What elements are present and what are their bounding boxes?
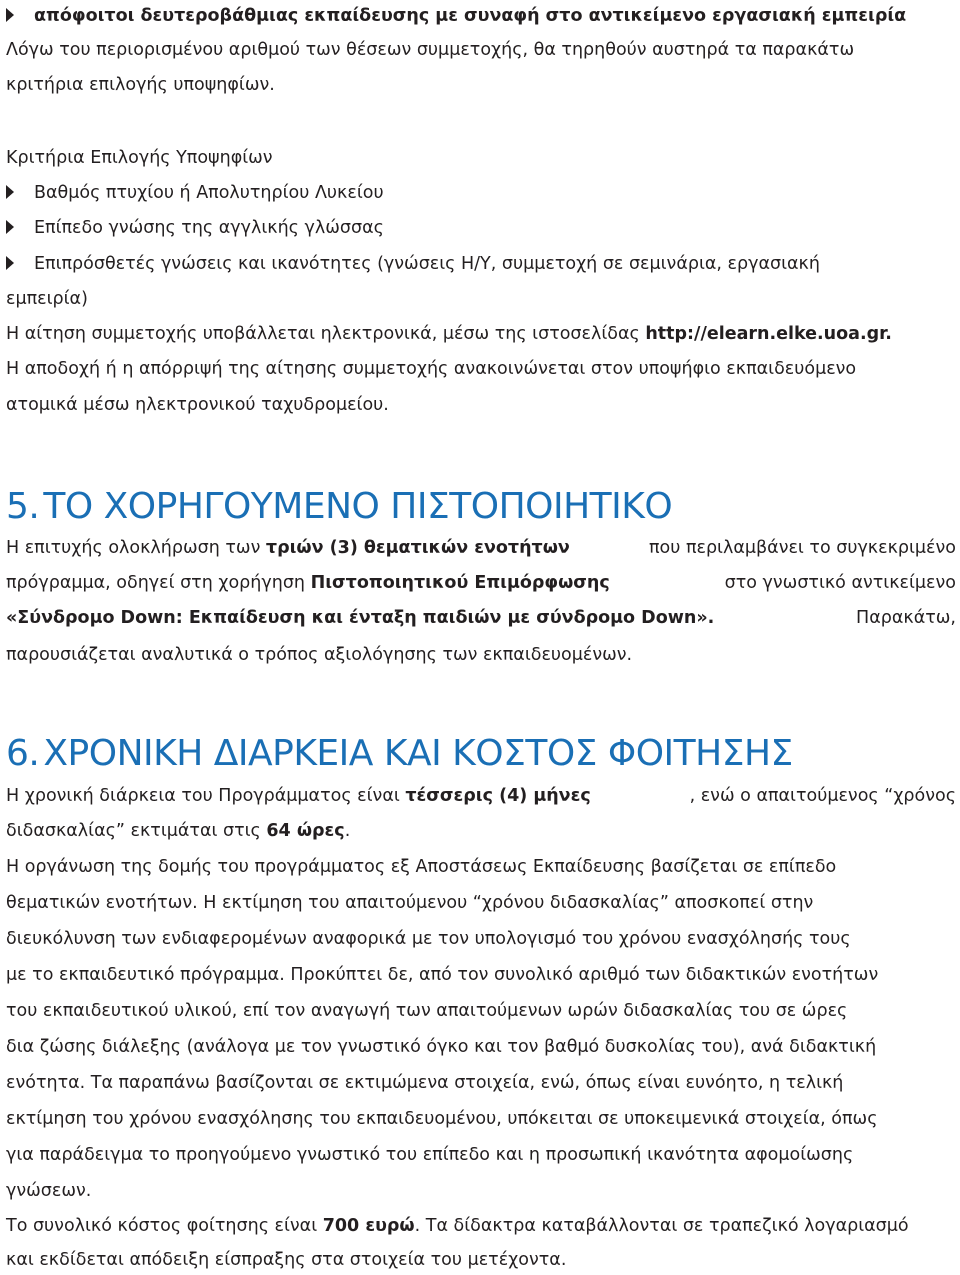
paragraph-text: και εκδίδεται απόδειξη είσπραξης στα στοιχεία του μετέχοντα. (6, 1250, 567, 1270)
paragraph-text: γνώσεων. (6, 1181, 92, 1201)
paragraph-text: που περιλαμβάνει το συγκεκριμένο (649, 538, 956, 558)
paragraph-line (6, 354, 856, 384)
paragraph-line (6, 35, 956, 65)
paragraph-text: Παρακάτω, (856, 608, 956, 628)
application-line (6, 319, 892, 349)
paragraph-text: Η επιτυχής ολοκλήρωση των τριών (3) θεματικών ενοτήτων (6, 538, 570, 558)
paragraph-text: του εκπαιδευτικού υλικού, επί τον αναγωγή των απαιτούμενων ωρών διδασκαλίας του σε ώρες (6, 1001, 848, 1021)
paragraph-line (6, 1140, 956, 1170)
paragraph-text: διευκόλυνση των ενδιαφερομένων αναφορικά με τον υπολογισμό του χρόνου ενασχόλησής τους (6, 929, 851, 949)
paragraph-text: με το εκπαιδευτικό πρόγραμμα. Προκύπτει δε, από τον συνολικό αριθμό των διδακτικών ενοτήτων (6, 965, 879, 985)
paragraph-line (6, 1176, 91, 1206)
section-6-heading (6, 732, 793, 776)
section-5-heading (6, 485, 672, 529)
paragraph-line (6, 640, 632, 670)
paragraph-text: κριτήρια επιλογής υποψηφίων. (6, 75, 275, 95)
bullet-item-graduates (6, 1, 906, 31)
application-url-link[interactable]: http://elearn.elke.uoa.gr (645, 324, 886, 344)
paragraph-line: Το συνολικό κόστος φοίτησης είναι 700 ευρώ. Τα δίδακτρα καταβάλλονται σε τραπεζικό λογαριασμό (6, 1216, 909, 1236)
paragraph-line (6, 781, 956, 811)
criteria-item-text: Επιπρόσθετές γνώσεις και ικανότητες (γνώσεις Η/Υ, συμμετοχή σε σεμινάρια, εργασιακή (34, 254, 820, 274)
period: . (885, 324, 892, 344)
program-title: «Σύνδρομο Down: Εκπαίδευση και ένταξη παιδιών με σύνδρομο Down». (6, 608, 715, 628)
paragraph-text: Η αίτηση συμμετοχής υποβάλλεται ηλεκτρονικά, μέσω της ιστοσελίδας (6, 324, 646, 344)
paragraph-line (6, 924, 956, 954)
paragraph-text: Η οργάνωση της δομής του προγράμματος εξ Αποστάσεως Εκπαίδευσης βασίζεται σε επίπεδο (6, 857, 837, 877)
paragraph-line (6, 1104, 956, 1134)
triangle-bullet-icon (6, 8, 14, 22)
section-title: ΤΟ ΧΟΡΗΓΟΥΜΕΝΟ ΠΙΣΤΟΠΟΙΗΤΙΚΟ (43, 486, 673, 527)
paragraph-line (6, 852, 956, 882)
paragraph-line (6, 390, 389, 420)
criteria-item-continuation: εμπειρία) (6, 289, 88, 309)
paragraph-line (6, 603, 956, 633)
section-number: 6. (6, 733, 40, 774)
paragraph-text: ενότητα. Τα παραπάνω βασίζονται σε εκτιμώμενα στοιχεία, ενώ, όπως είναι ευνόητο, η τελική (6, 1073, 844, 1093)
paragraph-line (6, 888, 956, 918)
triangle-bullet-icon (6, 220, 14, 234)
criteria-title: Κριτήρια Επιλογής Υποψηφίων (6, 148, 273, 168)
paragraph-line (6, 1032, 956, 1062)
criteria-item (6, 213, 384, 243)
paragraph-text: Λόγω του περιορισμένου αριθμού των θέσεων συμμετοχής, θα τηρηθούν αυστηρά τα παρακάτω (6, 40, 855, 60)
paragraph-text: εκτίμηση του χρόνου ενασχόλησης του εκπαιδευομένου, υπόκειται σε υποκειμενικά στοιχεία, όπως (6, 1109, 878, 1129)
paragraph-line (6, 1245, 566, 1275)
paragraph-text: Η χρονική διάρκεια του Προγράμματος είναι τέσσερις (4) μήνες (6, 786, 591, 806)
paragraph-text: παρουσιάζεται αναλυτικά ο τρόπος αξιολόγησης των εκπαιδευομένων. (6, 645, 633, 665)
paragraph-line: διδασκαλίας” εκτιμάται στις 64 ώρες. (6, 821, 351, 841)
paragraph-line (6, 996, 956, 1026)
paragraph-line (6, 1068, 956, 1098)
bullet-text: απόφοιτοι δευτεροβάθμιας εκπαίδευσης με συναφή στο αντικείμενο εργασιακή εμπειρία (34, 6, 907, 26)
criteria-item (6, 249, 820, 279)
triangle-bullet-icon (6, 256, 14, 270)
paragraph-line (6, 533, 956, 563)
paragraph-text: δια ζώσης διάλεξης (ανάλογα με τον γνωστικό όγκο και τον βαθμό δυσκολίας του), ανά διδακτική (6, 1037, 877, 1057)
triangle-bullet-icon (6, 185, 14, 199)
criteria-item-text: Επίπεδο γνώσης της αγγλικής γλώσσας (34, 218, 384, 238)
paragraph-text: στο γνωστικό αντικείμενο (724, 573, 956, 593)
paragraph-line (6, 568, 956, 598)
section-number: 5. (6, 486, 40, 527)
criteria-item (6, 178, 384, 208)
paragraph-text: ατομικά μέσω ηλεκτρονικού ταχυδρομείου. (6, 395, 389, 415)
paragraph-text: Η αποδοχή ή η απόρριψή της αίτησης συμμετοχής ανακοινώνεται στον υποψήφιο εκπαιδευόμενο (6, 359, 857, 379)
paragraph-text: , ενώ ο απαιτούμενος “χρόνος (689, 786, 956, 806)
paragraph-line (6, 70, 275, 100)
paragraph-line (6, 960, 956, 990)
section-title: ΧΡΟΝΙΚΗ ΔΙΑΡΚΕΙΑ ΚΑΙ ΚΟΣΤΟΣ ΦΟΙΤΗΣΗΣ (43, 733, 793, 774)
paragraph-text: θεματικών ενοτήτων. Η εκτίμηση του απαιτούμενου “χρόνου διδασκαλίας” αποσκοπεί στην (6, 893, 814, 913)
paragraph-text: για παράδειγμα το προηγούμενο γνωστικό του επίπεδο και η προσωπική ικανότητα αφομοίωσης (6, 1145, 854, 1165)
criteria-item-text: Βαθμός πτυχίου ή Απολυτηρίου Λυκείου (34, 183, 384, 203)
paragraph-text: πρόγραμμα, οδηγεί στη χορήγηση Πιστοποιητικού Επιμόρφωσης (6, 573, 610, 593)
